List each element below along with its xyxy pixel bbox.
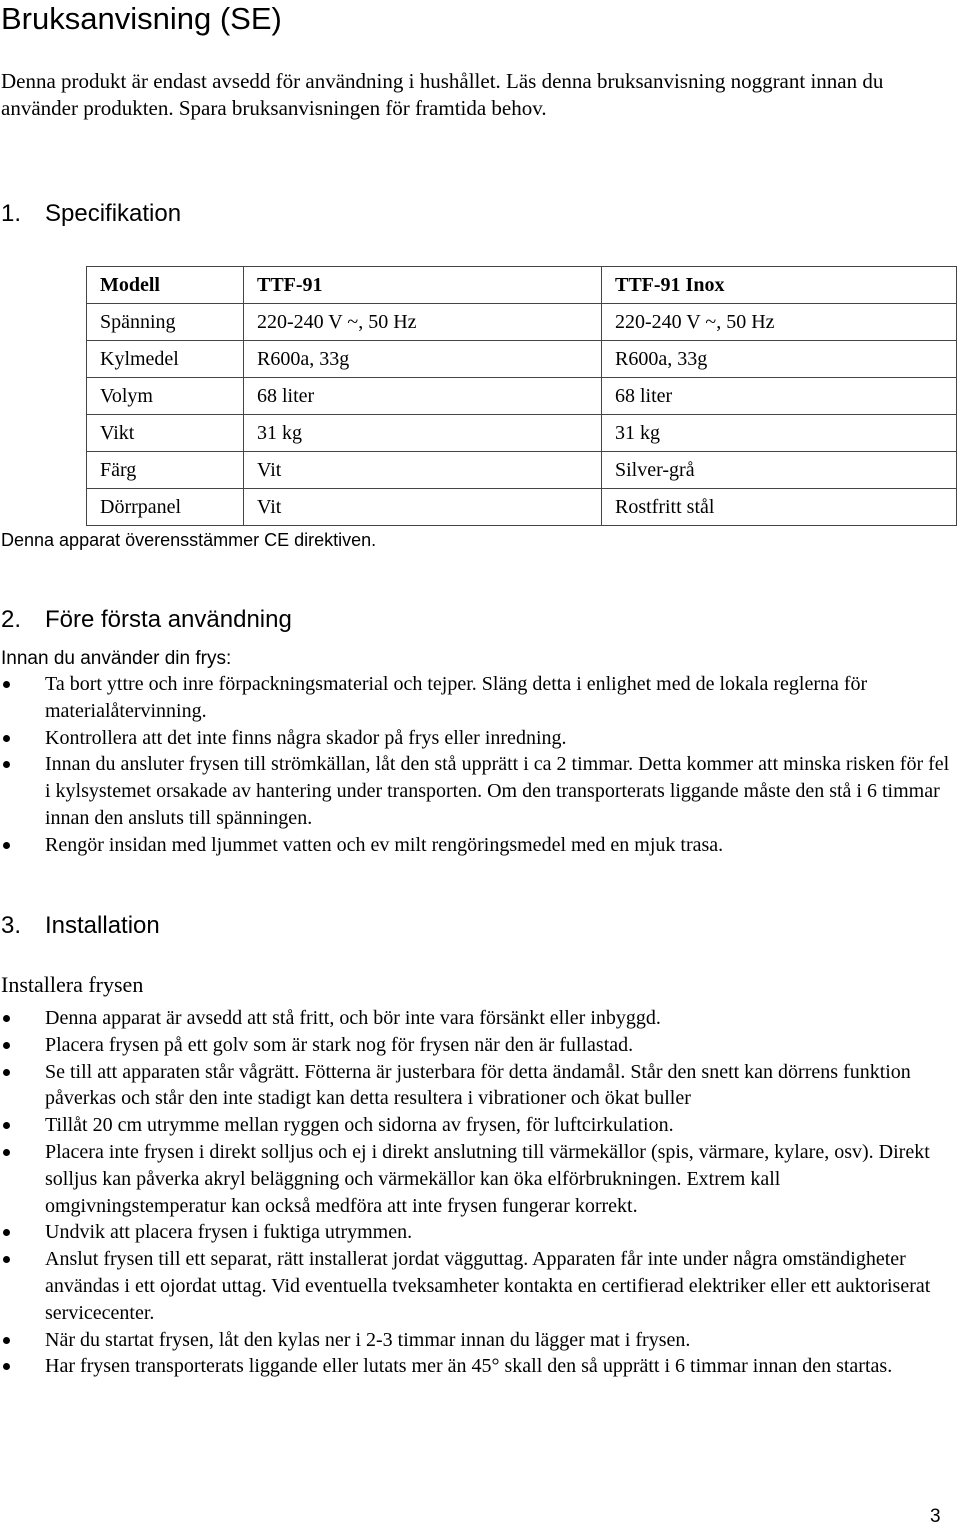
table-cell: 31 kg: [602, 415, 957, 452]
table-header-row: [87, 267, 957, 304]
section-title: Före första användning: [45, 606, 292, 633]
table-row: [87, 378, 957, 415]
table-cell: 220-240 V ~, 50 Hz: [244, 304, 602, 341]
table-cell: Volym: [87, 378, 244, 415]
section-number: 2.: [1, 606, 22, 633]
section-heading-installation: [1, 911, 160, 941]
preparation-list: [0, 671, 955, 859]
table-cell: 220-240 V ~, 50 Hz: [602, 304, 957, 341]
section-heading-specifikation: [1, 199, 181, 229]
list-item: Denna apparat är avsedd att stå fritt, och bör inte vara försänkt eller inbyggd.: [0, 1005, 955, 1032]
table-cell: Kylmedel: [87, 341, 244, 378]
table-cell: Vit: [244, 489, 602, 526]
table-cell: 31 kg: [244, 415, 602, 452]
table-row: [87, 304, 957, 341]
intro-paragraph: Denna produkt är endast avsedd för användning i hushållet. Läs denna bruksanvisning noggrant innan du använder produkten. Spara bruksanvisningen för framtida behov.: [1, 69, 884, 120]
table-header-cell: Modell: [87, 267, 244, 304]
table-header-cell: TTF-91: [244, 267, 602, 304]
section-number: 3.: [1, 912, 22, 939]
table-header-cell: TTF-91 Inox: [602, 267, 957, 304]
list-item: Rengör insidan med ljummet vatten och ev milt rengöringsmedel med en mjuk trasa.: [0, 832, 955, 859]
table-cell: Silver-grå: [602, 452, 957, 489]
table-cell: 68 liter: [602, 378, 957, 415]
ce-note: Denna apparat överensstämmer CE direktiven.: [1, 530, 377, 550]
table-row: [87, 341, 957, 378]
list-item: Anslut frysen till ett separat, rätt installerat jordat vägguttag. Apparaten får inte under några omständigheter användas i ett ojordat uttag. Vid eventuella tveksamheter kontakta en certifierad elektriker eller ett auktoriserat servicecenter.: [0, 1246, 955, 1326]
list-item: Se till att apparaten står vågrätt. Fötterna är justerbara för detta ändamål. Står den snett kan dörrens funktion påverkas och står den inte stadigt kan detta resultera i vibrationer och ökat buller: [0, 1059, 955, 1113]
table-cell: Spänning: [87, 304, 244, 341]
table-cell: R600a, 33g: [602, 341, 957, 378]
section-number: 1.: [1, 200, 22, 227]
list-item: Placera frysen på ett golv som är stark nog för frysen när den är fullastad.: [0, 1032, 955, 1059]
table-row: [87, 489, 957, 526]
list-item: Innan du ansluter frysen till strömkällan, låt den stå upprätt i ca 2 timmar. Detta kommer att minska risken för fel i kylsystemet orsakade av hantering under transporten. Om den transporterats liggande måste den stå i 6 timmar innan den ansluts till spänningen.: [0, 751, 955, 831]
page-number: 3: [930, 1506, 941, 1527]
list-item: Ta bort yttre och inre förpackningsmaterial och tejper. Släng detta i enlighet med de lokala reglerna för materialåtervinning.: [0, 671, 955, 725]
specification-table: [86, 266, 957, 526]
table-cell: Färg: [87, 452, 244, 489]
table-cell: Dörrpanel: [87, 489, 244, 526]
installation-list: [0, 1005, 955, 1380]
section-lead: Innan du använder din frys:: [1, 648, 232, 669]
list-item: När du startat frysen, låt den kylas ner i 2-3 timmar innan du lägger mat i frysen.: [0, 1327, 955, 1354]
table-row: [87, 415, 957, 452]
page-title: Bruksanvisning (SE): [1, 1, 282, 36]
table-cell: Rostfritt stål: [602, 489, 957, 526]
section-heading-fore-forsta-anvandning: [1, 605, 292, 635]
section-title: Specifikation: [45, 200, 182, 227]
list-item: Placera inte frysen i direkt solljus och ej i direkt anslutning till värmekällor (spis, värmare, kylare, osv). Direkt solljus kan påverka akryl beläggning och värmekällor kan öka elförbrukningen. Extrem kall omgivningstemperatur kan också medföra att inte frysen fungerar korrekt.: [0, 1139, 955, 1219]
table-cell: Vit: [244, 452, 602, 489]
list-item: Tillåt 20 cm utrymme mellan ryggen och sidorna av frysen, för luftcirkulation.: [0, 1112, 955, 1139]
subsection-title: Installera frysen: [1, 972, 144, 997]
table-cell: R600a, 33g: [244, 341, 602, 378]
section-title: Installation: [45, 912, 160, 939]
table-cell: Vikt: [87, 415, 244, 452]
list-item: Kontrollera att det inte finns några skador på frys eller inredning.: [0, 725, 955, 752]
table-row: [87, 452, 957, 489]
table-cell: 68 liter: [244, 378, 602, 415]
list-item: Har frysen transporterats liggande eller lutats mer än 45° skall den så upprätt i 6 timmar innan den startas.: [0, 1353, 955, 1380]
list-item: Undvik att placera frysen i fuktiga utrymmen.: [0, 1219, 955, 1246]
